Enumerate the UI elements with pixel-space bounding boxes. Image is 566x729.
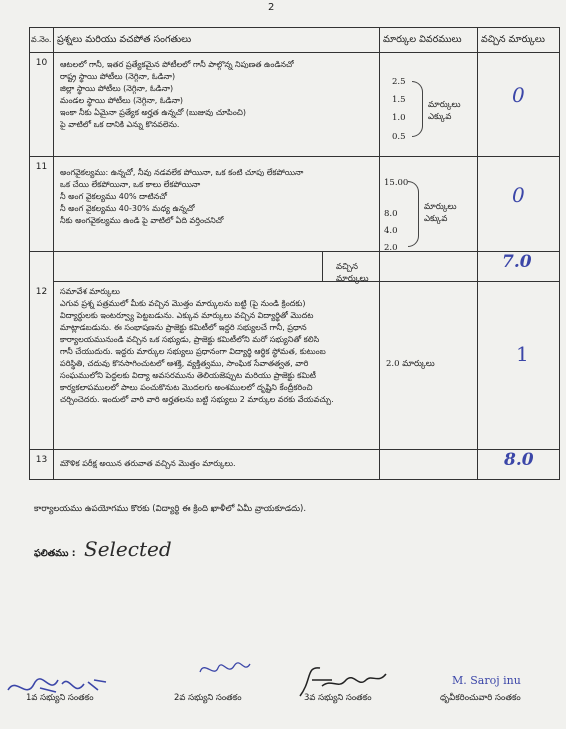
subtotal-row [30, 252, 560, 282]
second-member-signature-image [196, 658, 256, 682]
question-line: గానీ చేయుదురు. ఇద్దరు మార్కుల సభ్యులు ప్రధానంగా విద్యార్థి ఆర్థిక స్థోమత, కుటుంబ [60, 347, 326, 356]
header-obtained-marks: వచ్చిన మార్కులు [478, 28, 560, 53]
page-number: 2 [268, 2, 276, 13]
marks-value: 15.00 [384, 178, 409, 188]
question-line: నీ అంగ వైకల్యము 40-30% మధ్య ఉన్నచో [60, 204, 195, 213]
table-row [30, 450, 560, 480]
obtained-value: 0 [512, 183, 525, 207]
marks-details-cell [380, 157, 478, 252]
obtained-value: 0 [512, 83, 525, 107]
marks-value: 1.5 [392, 95, 406, 105]
subtotal-label: వచ్చిన మార్కులు [336, 262, 369, 284]
question-line: ఒక చేయి లేకపోయినా, ఒక కాలు లేకపోయినా [60, 180, 201, 189]
question-line: నీ అంగ వైకల్యము 40% దాటినచో [60, 192, 167, 201]
marks-value: 2.0 [384, 243, 398, 253]
row-serial: 12 [30, 282, 54, 450]
obtained-cell [478, 157, 560, 252]
question-line: పై వాటిలో ఒక దానికి ఎన్ను కొనవలెను. [60, 120, 180, 129]
subtotal-value: 7.0 [502, 252, 532, 272]
table-row [30, 53, 560, 157]
table-header-row [30, 28, 560, 53]
question-line: జిల్లా స్థాయి పోటీలు (నెగ్గినా, ఓడినా) [60, 84, 174, 93]
obtained-value: 1 [516, 342, 529, 366]
subtotal-divider [322, 252, 323, 281]
question-line: మాట్లాడబడును. ఈ సంభాషణను ప్రాజెక్టు కమిటీలో ఇద్దరి సభ్యులచే గానీ, ప్రధాన [60, 323, 307, 332]
verifier-signature-label: ధృవీకరించువారి సంతకం [440, 693, 521, 703]
obtained-value: 8.0 [504, 450, 534, 470]
marks-note: ఎక్కువ [428, 112, 452, 122]
marks-note: మార్కులు [428, 100, 461, 110]
question-line: సమావేశ మార్కులు [60, 287, 120, 296]
marks-value: 8.0 [384, 209, 398, 219]
obtained-cell [478, 282, 560, 450]
brace-bracket [412, 81, 423, 137]
marks-note: ఎక్కువ [424, 214, 448, 224]
result-label: ఫలితము : [34, 548, 76, 559]
brace-bracket [408, 181, 419, 247]
row-serial: 10 [30, 53, 54, 157]
marks-details-cell [380, 282, 478, 450]
question-line: మౌళిక పరీక్ష అయిన తరువాత వచ్చిన మొత్తం మార్కులు. [60, 459, 236, 468]
row-serial: 11 [30, 157, 54, 252]
question-cell [54, 53, 380, 157]
result-value: Selected [84, 537, 172, 561]
first-member-signature-label: 1వ సభ్యుని సంతకం [26, 693, 94, 703]
question-line: చర్చించెదరు. ఇందులో వారి వారి అర్హతలను బట్టి సభ్యులు 2 మార్కుల వరకు వేయవచ్చు. [60, 395, 334, 404]
header-serial: వ.నెం. [30, 28, 54, 53]
question-line: కార్యకలాపములలో పాలు పంచుకొనుట మొదలగు అంశములలో దృష్టిని కేంద్రీకరించి [60, 383, 313, 392]
question-line: కార్యాలయమునుండి వచ్చిన ఒక సభ్యుడు, ప్రాజెక్టు కమిటీలోని మరో సభ్యునితో కలిసి [60, 335, 320, 344]
obtained-cell [478, 53, 560, 157]
marks-details-cell [380, 53, 478, 157]
table-row [30, 157, 560, 252]
marks-value: 2.0 మార్కులు [386, 359, 435, 369]
subtotal-value-cell [478, 252, 560, 282]
subtotal-left-cell [54, 252, 380, 282]
header-questions: ప్రశ్నలు మరియు వచపోత సంగతులు [54, 28, 380, 53]
question-line: నీకు అంగవైకల్యము ఉండి పై వాటిలో ఏది వర్తించనిచో [60, 216, 224, 225]
header-marks-details: మార్కుల వివరములు [380, 28, 478, 53]
marks-value: 4.0 [384, 226, 398, 236]
marks-note: మార్కులు [424, 202, 457, 212]
question-line: ఆటలలో గానీ, ఇతర ప్రత్యేకమైన పోటీలలో గానీ పాల్గొన్న నిపుణత ఉండినచో [60, 60, 294, 69]
row-serial: 13 [30, 450, 54, 480]
question-line: రాష్ట్ర స్థాయి పోటీలు (నెగ్గినా, ఓడినా) [60, 72, 176, 81]
verifier-name: M. Saroj inu [452, 674, 521, 687]
third-member-signature-label: 3వ సభ్యుని సంతకం [304, 693, 372, 703]
question-line: విద్యార్థులకు ఇంటర్వ్యూ పెట్టబడును. ఎక్కువ మార్కులు వచ్చిన విద్యార్థితో మొదట [60, 311, 314, 320]
marks-table [29, 27, 560, 480]
question-line: ఎగువ ప్రశ్న పత్రములో మీకు వచ్చిన మొత్తం మార్కులను బట్టి (పై నుండి క్రిందకు) [60, 299, 306, 308]
question-line: మండల స్థాయి పోటీలు (నెగ్గినా, ఓడినా) [60, 96, 184, 105]
table-row [30, 282, 560, 450]
question-cell [54, 450, 380, 480]
question-line: పరిస్థితి, చదువు కొనసాగించుటలో ఆశక్తి, వ్యక్తిత్వము, సాంఘిక సేవాతత్వత, వారి [60, 359, 309, 368]
second-member-signature-label: 2వ సభ్యుని సంతకం [174, 693, 242, 703]
question-cell [54, 282, 380, 450]
question-line: అంగవైకల్యము: ఉన్నచో, నీవు నడవలేక పోయినా, ఒక కంటి చూపు లేకపోయినా [60, 168, 304, 177]
question-line: ఇంకా నీకు ఏమైనా ప్రత్యేక అర్హత ఉన్నచో (బుజువు చూపించి) [60, 108, 247, 117]
marks-value: 0.5 [392, 132, 406, 142]
question-cell [54, 157, 380, 252]
office-use-note: కార్యాలయము ఉపయోగము కొరకు (విద్యార్థి ఈ క్రింది ఖాళీలో ఏమీ వ్రాయకూడదు). [34, 504, 307, 514]
obtained-cell [478, 450, 560, 480]
question-line: సంఘములోని పెద్దలకు విద్యా అవసరమును తెలియజెప్పుట మరియు ప్రాజెక్టు కమిటీ [60, 371, 316, 380]
marks-value: 2.5 [392, 77, 406, 87]
marks-value: 1.0 [392, 113, 406, 123]
